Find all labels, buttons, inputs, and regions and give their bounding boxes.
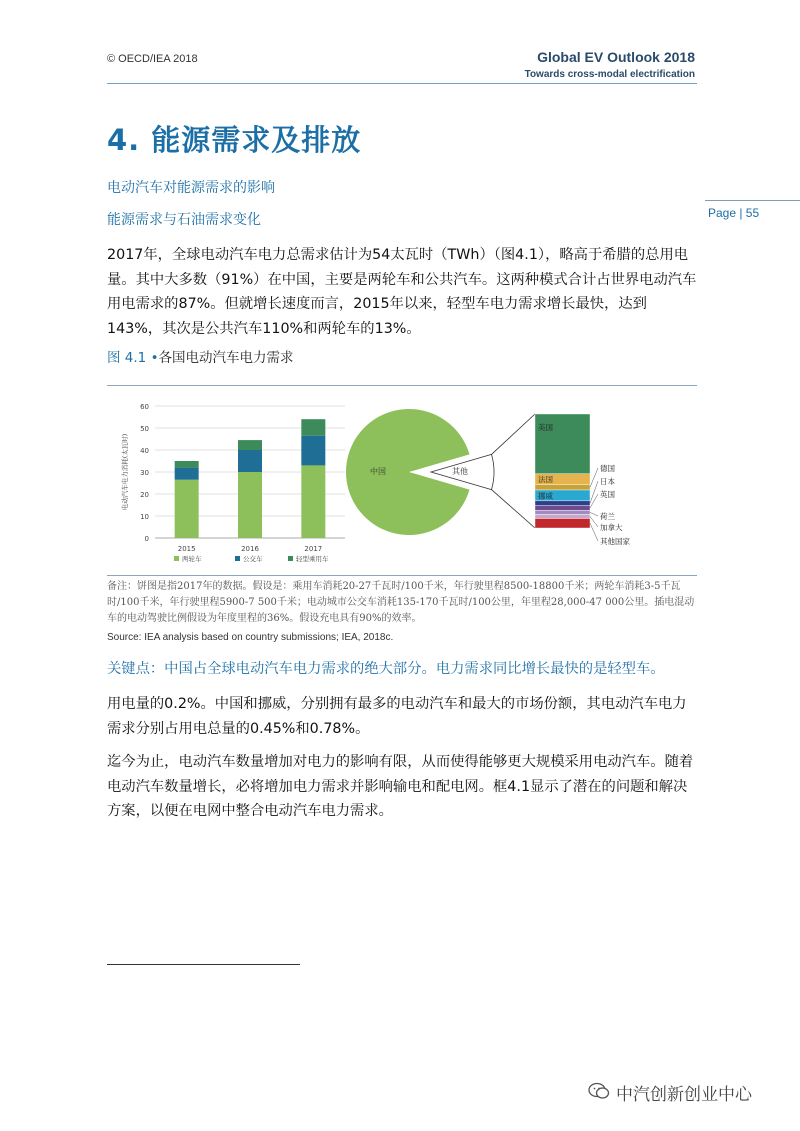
- breakdown-segment: [535, 519, 590, 529]
- document-title: Global EV Outlook 2018: [537, 49, 695, 65]
- x-tick-label: 2016: [241, 545, 259, 553]
- breakdown-label: 美国: [538, 423, 553, 432]
- breakdown-label: 日本: [600, 477, 615, 486]
- paragraph-3: 迄今为止，电动汽车数量增加对电力的影响有限，从而使得能够更大规模采用电动汽车。随着电动汽车数量增长，必将增加电力需求并影响输电和配电网。框4.1显示了潜在的问题和解决方案，以便在电网中整合电动汽车电力需求。: [107, 754, 694, 819]
- label-leader: [590, 494, 598, 508]
- breakdown-segment: [535, 506, 590, 511]
- figure-bullet: •: [150, 350, 159, 366]
- bar-segment: [301, 419, 325, 436]
- bar-segment: [301, 436, 325, 466]
- bar-segment: [238, 440, 262, 450]
- legend-label: 两轮车: [182, 555, 202, 563]
- y-tick-label: 10: [140, 513, 149, 521]
- legend-label: 公交车: [243, 555, 263, 563]
- figure-source: Source: IEA analysis based on country submissions; IEA, 2018c.: [107, 632, 394, 643]
- footnote-divider: [107, 964, 300, 965]
- x-tick-label: 2017: [304, 545, 323, 553]
- y-tick-label: 30: [140, 469, 149, 477]
- breakdown-segment: [535, 510, 590, 514]
- breakdown-segment: [535, 501, 590, 506]
- pie-label-china: 中国: [370, 467, 386, 476]
- breakdown-label: 挪威: [538, 491, 553, 501]
- y-tick-label: 60: [140, 403, 149, 411]
- label-leader: [590, 512, 598, 516]
- chapter-title: 4. 能源需求及排放: [107, 123, 362, 157]
- breakdown-segment: [535, 514, 590, 518]
- watermark-text: 中汽创新创业中心: [616, 1085, 752, 1105]
- paragraph-1: 2017年，全球电动汽车电力总需求估计为54太瓦时（TWh）（图4.1），略高于希腊的总用电量。其中大多数（91%）在中国，主要是两轮车和公共汽车。这两种模式合计占世界电动汽车用电需求的87%。但就增长速度而言，2015年以来，轻型车电力需求增长最快，达到143%，其次是公共汽车110%和两轮车的13%。: [107, 247, 697, 337]
- y-tick-label: 40: [140, 447, 149, 455]
- bar-segment: [238, 472, 262, 538]
- paragraph-2: 用电量的0.2%。中国和挪威，分别拥有最多的电动汽车和最大的市场份额，其电动汽车电力需求分别占用电总量的0.45%和0.78%。: [107, 696, 687, 737]
- breakdown-segment: [535, 485, 590, 490]
- bar-segment: [238, 450, 262, 472]
- label-leader: [590, 523, 598, 541]
- bar-segment: [301, 465, 325, 538]
- bar-segment: [175, 461, 199, 468]
- legend-label: 轻型乘用车: [296, 555, 329, 563]
- breakdown-label: 其他国家: [600, 537, 630, 546]
- wechat-icon: [588, 1082, 610, 1100]
- bar-segment: [175, 468, 199, 480]
- breakdown-label: 荷兰: [600, 512, 615, 521]
- connector-line: [491, 490, 535, 528]
- pie-chart: [345, 392, 695, 572]
- header-divider: [107, 83, 697, 84]
- breakdown-label: 法国: [538, 475, 553, 485]
- y-tick-label: 0: [144, 535, 149, 543]
- y-tick-label: 20: [140, 491, 149, 499]
- key-point: 关键点：中国占全球电动汽车电力需求的绝大部分。电力需求同比增长最快的是轻型车。: [107, 661, 665, 677]
- bar-segment: [175, 480, 199, 538]
- legend-swatch: [174, 556, 179, 561]
- figure-top-rule: [107, 385, 697, 386]
- figure-number: 图 4.1: [107, 350, 147, 366]
- connector-line: [491, 414, 535, 454]
- figure-note: 备注：饼图是指2017年的数据。假设是：乘用车消耗20-27千瓦时/100千米，年行驶里程8500-18800千米；两轮车消耗3-5千瓦时/100千米，年行驶里程5900-7 500千米；电动城市公交车消耗135-170千瓦时/100公里，年里程28,000-47 000公里。插电混动车的电动驾驶比例假设为年度里程的36%。假设充电具有90%的效率。: [107, 581, 695, 624]
- legend-swatch: [288, 556, 293, 561]
- copyright: © OECD/IEA 2018: [107, 53, 198, 65]
- y-tick-label: 50: [140, 425, 149, 433]
- x-tick-label: 2015: [177, 545, 196, 553]
- breakdown-label: 德国: [600, 464, 615, 473]
- section-heading: 电动汽车对能源需求的影响: [107, 180, 275, 196]
- figure-bottom-rule: [107, 575, 697, 576]
- y-axis-label: 电动汽车电力消耗(太瓦时): [121, 433, 129, 511]
- bar-chart: [110, 392, 350, 572]
- breakdown-label: 加拿大: [600, 523, 623, 532]
- subsection-heading: 能源需求与石油需求变化: [107, 212, 261, 228]
- page-divider: [705, 200, 800, 201]
- page-number: Page | 55: [708, 206, 760, 220]
- figure-caption-text: 各国电动汽车电力需求: [158, 350, 294, 366]
- document-subtitle: Towards cross-modal electrification: [524, 69, 695, 80]
- pie-label-other: 其他: [452, 467, 468, 476]
- legend-swatch: [235, 556, 240, 561]
- breakdown-label: 英国: [600, 490, 615, 499]
- figure-caption: [107, 346, 294, 366]
